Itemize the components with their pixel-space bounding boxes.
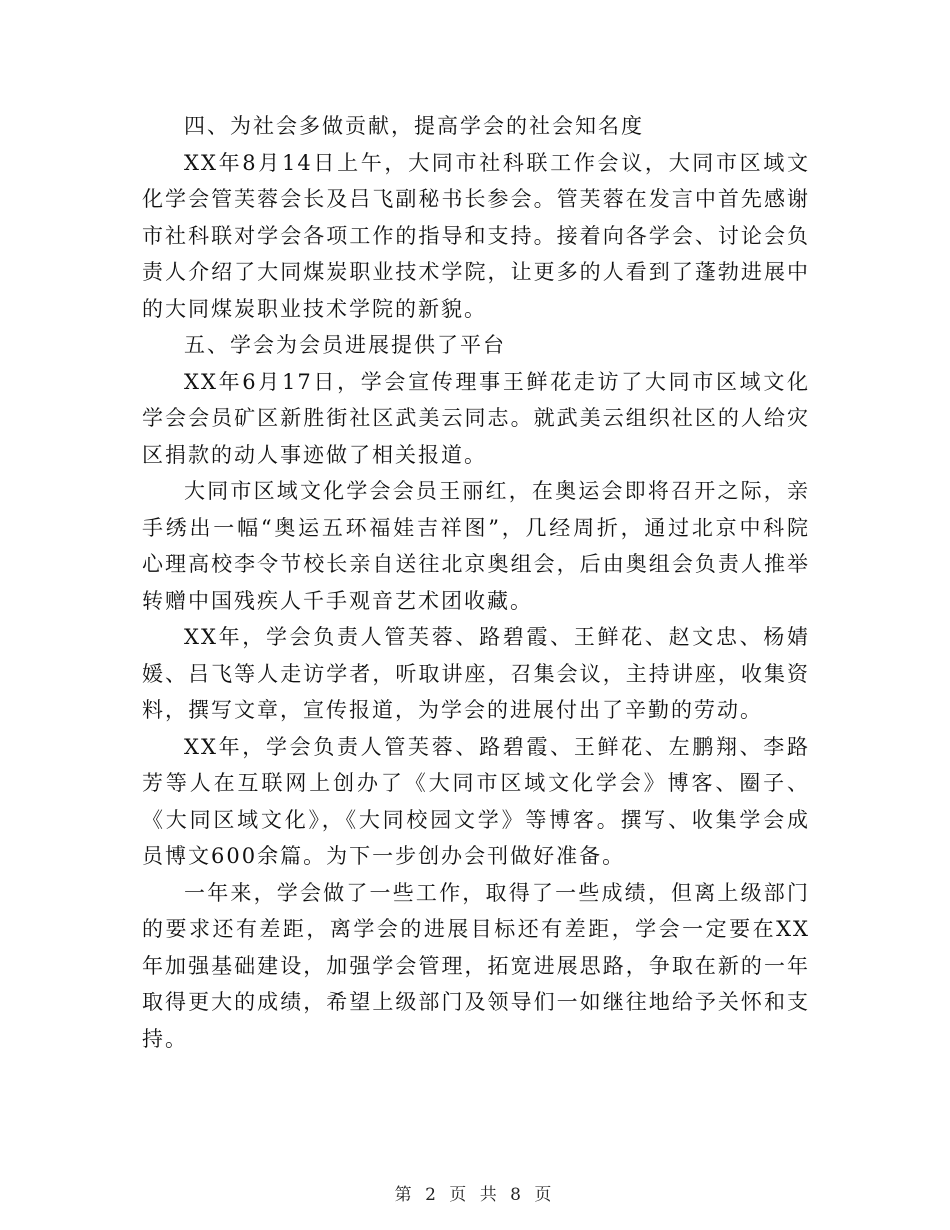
paragraph: 一年来，学会做了一些工作，取得了一些成绩，但离上级部门的要求还有差距，离学会的进展目标还有差距，学会一定要在XX年加强基础建设，加强学会管理，拓宽进展思路，争取在新的一年取得更大的成绩，希望上级部门及领导们一如继往地给予关怀和支持。 (142, 880, 810, 1051)
page-number-footer: 第 2 页 共 8 页 (394, 1185, 556, 1205)
paragraph: 大同市区域文化学会会员王丽红，在奥运会即将召开之际，亲手绣出一幅“奥运五环福娃吉祥图”，几经周折，通过北京中科院心理高校李令节校长亲自送往北京奥组会，后由奥组会负责人推举转赠中国残疾人千手观音艺术团收藏。 (142, 479, 810, 613)
paragraph: XX年，学会负责人管芙蓉、路碧霞、王鲜花、左鹏翔、李路芳等人在互联网上创办了《大同市区域文化学会》博客、圈子、《大同区域文化》，《大同校园文学》等博客。撰写、收集学会成员博文600余篇。为下一步创办会刊做好准备。 (142, 734, 810, 868)
paragraph: XX年8月14日上午，大同市社科联工作会议，大同市区域文化学会管芙蓉会长及吕飞副秘书长参会。管芙蓉在发言中首先感谢市社科联对学会各项工作的指导和支持。接着向各学会、讨论会负责人介绍了大同煤炭职业技术学院，让更多的人看到了蓬勃进展中的大同煤炭职业技术学院的新貌。 (142, 150, 810, 321)
section-heading-4: 四、为社会多做贡献，提高学会的社会知名度 (184, 114, 644, 138)
paragraph: XX年，学会负责人管芙蓉、路碧霞、王鲜花、赵文忠、杨婧媛、吕飞等人走访学者，听取讲座，召集会议，主持讲座，收集资料，撰写文章，宣传报道，为学会的进展付出了辛勤的劳动。 (142, 625, 810, 722)
paragraph: XX年6月17日，学会宣传理事王鲜花走访了大同市区域文化学会会员矿区新胜街社区武美云同志。就武美云组织社区的人给灾区捐款的动人事迹做了相关报道。 (142, 369, 810, 467)
document-body (142, 108, 810, 1057)
section-heading-5: 五、学会为会员进展提供了平台 (184, 333, 506, 357)
